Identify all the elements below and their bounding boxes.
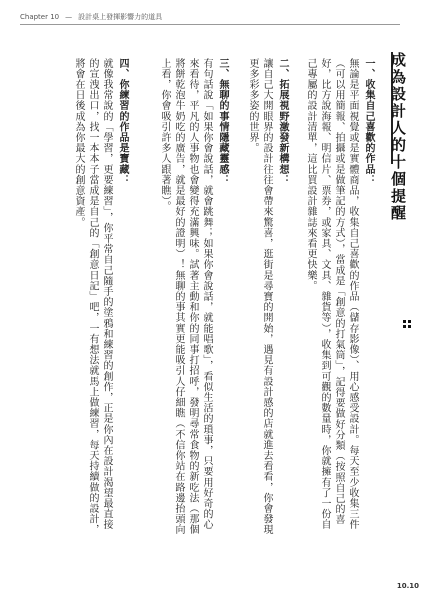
section-1-body: 無論是平面視覺或是實體商品，收集自己喜歡的作品（儲存影像）、用心感受設計。每天至少收集三件（可以用簡報、拍攝或是做筆記的方式），當成是「創意的打氣筒」，記得要做好分類（按照自己的喜好，比方說海報、明信片、票券，或家具、文具、雜貨等），收集到可觀的數量時，你就擁有了一份自己專屬的設計清單，這比買設計雜誌來看更快樂。	[305, 58, 358, 530]
section-2-body: 讓自己大開眼界的設計往往會帶來驚喜，逛街是尋寶的開始，遇見有設計感的店就進去看看，你會發現更多彩多姿的世界。	[247, 58, 272, 535]
section-3-body: 有句話說「如果你會說話，就會跳舞；如果你會說話，就能唱歌」，看似生活的瑣事，只要用好奇的心來看待，平凡的人事物也會變得充滿興味。試著主動和你的同事打招呼，發明尋常食物的新吃法（那個將餅乾泡牛奶吃的廣告，就是最好的證明）！無聊的事其實更能吸引人仔細瞧（不信你站在路邊抬頭向上看，你會吸引許多人跟著瞧）。	[159, 58, 212, 535]
section-4-body: 就像我常說的「學習，更要練習」，你平常自己隨手的塗鴉和練習的創作，正是你內在設計渴望最直接的宣洩出口，找一本本子當成是自己的「創意日記」吧，一有想法就馬上做練習，每天持續做的設計，將會在日後成為你最大的創意資產。	[73, 58, 112, 535]
section-3-heading: 三、無聊的事情隱藏靈感：	[217, 58, 228, 186]
section-1-heading: 一、收集自己喜歡的作品：	[363, 58, 374, 186]
header-rule	[20, 24, 400, 25]
chapter-label: Chapter 10	[20, 13, 60, 21]
title-end-mark-icon	[403, 320, 413, 330]
chapter-subtitle: 設計桌上發揮影響力的道具	[78, 13, 163, 21]
running-header	[20, 10, 400, 24]
page-number: 10.10	[396, 582, 419, 590]
header-dash: —	[65, 13, 73, 21]
section-4-heading: 四、你練習的作品是寶藏：	[117, 58, 128, 186]
section-2-heading: 二、拓展視野激發新構想：	[277, 58, 288, 186]
page-title: 成為設計人的十個提醒	[389, 52, 407, 222]
